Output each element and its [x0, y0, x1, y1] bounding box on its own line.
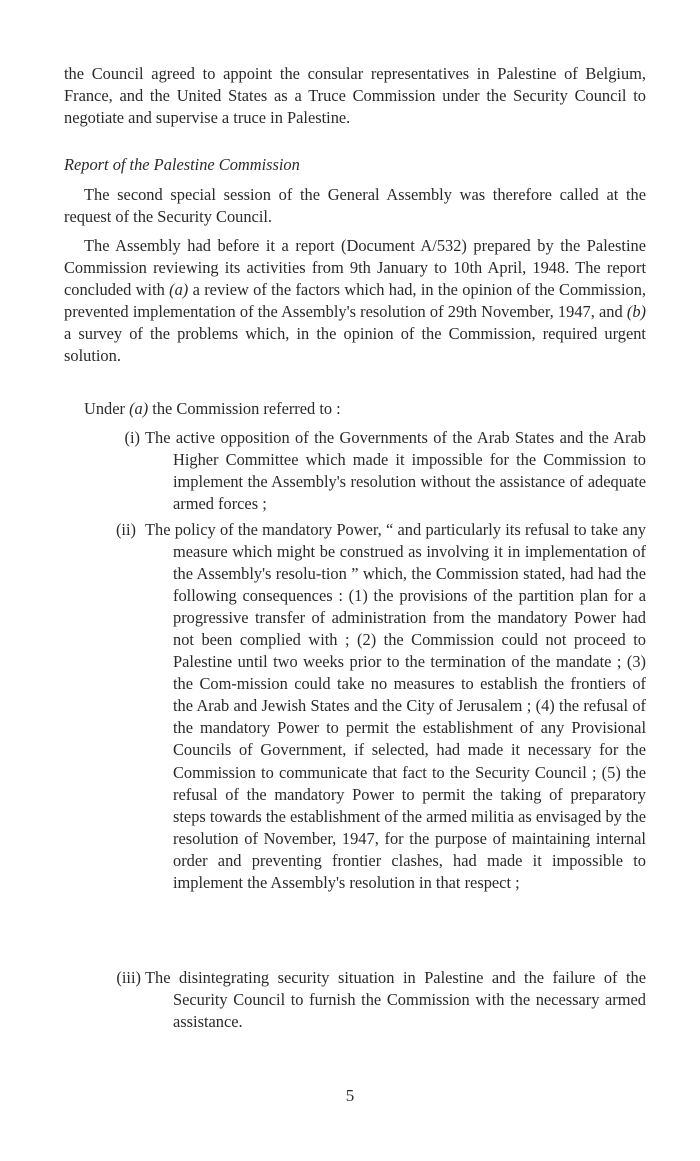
item-number: (ii): [115, 520, 136, 539]
page-number: 5: [345, 1086, 355, 1105]
list-item: [145, 519, 646, 894]
under-text-end: the Commission referred to :: [148, 399, 341, 418]
list-item: [145, 967, 646, 1033]
report-label-a: (a): [169, 280, 189, 299]
under-text-start: Under: [84, 399, 130, 418]
under-paragraph: [64, 398, 646, 420]
under-label-a: (a): [129, 399, 149, 418]
item-number: (i): [124, 428, 140, 447]
list-item: [145, 427, 646, 515]
list-item-text: The policy of the mandatory Power, “ and particularly its refusal to take any measure which might be construed as involving it in implementation of the Assembly's resolu-tion ” which, the Commission stated, had had the following consequences : (1) the provisions of the partition plan for a progressive transfer of administration from the mandatory Power had not been complied with ; (2) the Commission could not proceed to Palestine until two weeks prior to the termination of the mandate ; (3) the Com-mission could take no measures to establish the frontiers of the Arab and Jewish States and the City of Jerusalem ; (4) the refusal of the mandatory Power to permit the establishment of any Provisional Councils of Government, if selected, had made it necessary for the Commission to communicate that fact to the Security Council ; (5) the refusal of the mandatory Power to permit the taking of preparatory steps towards the establishment of the armed militia as envisaged by the resolution of November, 1947, for the purpose of maintaining internal order and preventing frontier clashes, had made it impossible to implement the Assembly's resolution in that respect ;: [145, 520, 646, 892]
session-paragraph: The second special session of the General Assembly was therefore called at the request of the Security Council.: [64, 185, 646, 226]
report-text-end: a survey of the problems which, in the opinion of the Commission, required urgent solution.: [64, 324, 646, 365]
report-text-start: The Assembly had before it a report (Document A/532) prepared by the Palestine Commission reviewing its activities from 9th January to 10th April, 1948. The report concluded with: [64, 236, 646, 299]
section-heading: Report of the Palestine Commission: [64, 155, 300, 174]
report-label-b: (b): [626, 302, 646, 321]
list-item-text: The active opposition of the Governments of the Arab States and the Arab Higher Committee which made it impossible for the Commission to implement the Assembly's resolution without the assistance of adequate armed forces ;: [145, 428, 646, 514]
item-number: (iii): [116, 968, 141, 987]
report-text-mid: a review of the factors which had, in the opinion of the Commission, prevented implementation of the Assembly's resolution of 29th November, 1947, and: [64, 280, 646, 321]
report-paragraph: [64, 235, 646, 367]
list-item-text: The disintegrating security situation in Palestine and the failure of the Security Council to furnish the Commission with the necessary armed assistance.: [145, 968, 646, 1032]
opening-paragraph: the Council agreed to appoint the consular representatives in Palestine of Belgium, France, and the United States as a Truce Commission under the Security Council to negotiate and supervise a truce in Palestine.: [64, 64, 646, 127]
